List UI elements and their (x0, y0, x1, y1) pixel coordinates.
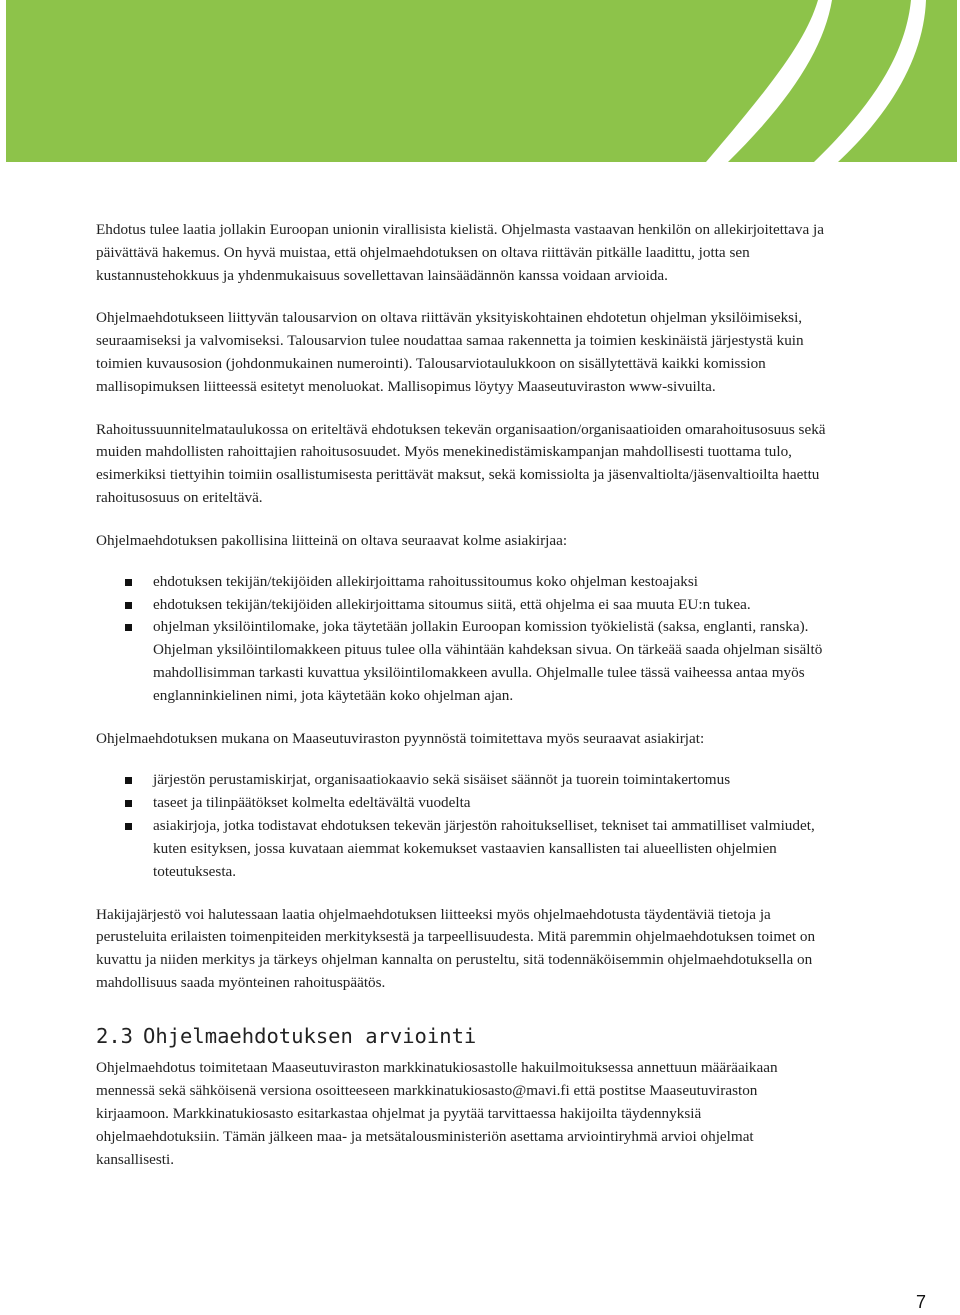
page-number: 7 (915, 1292, 926, 1312)
list-item (96, 792, 826, 815)
paragraph-2: Ohjelmaehdotukseen liittyvän talousarvion on oltava riittävän yksityiskohtainen ehdotetun ohjelman yksilöimiseksi, seuraamiseksi ja valvomiseksi. Talousarvion tulee noudattaa samaa rakennetta ja toimien keskinäistä järjestystä kuin toimien kuvausosion (johdonmukainen numerointi). Talousarviotaulukkoon on sisällytettävä kaikki komission mallisopimuksen liitteessä esitetyt menoluokat. Mallisopimus löytyy Maaseutuviraston www-sivuilta. (96, 309, 804, 396)
paragraph-4: Ohjelmaehdotuksen pakollisina liitteinä on oltava seuraavat kolme asiakirjaa: (96, 531, 568, 549)
section-number: 2.3 (96, 1024, 134, 1049)
mandatory-attachments-list (96, 571, 826, 708)
list-item-text: ehdotuksen tekijän/tekijöiden allekirjoittama sitoumus siitä, että ohjelma ei saa muuta EU:n tukea. (153, 595, 751, 613)
header-banner (6, 0, 957, 162)
paragraph-1: Ehdotus tulee laatia jollakin Euroopan unionin virallisista kielistä. Ohjelmasta vastaavan henkilön on allekirjoitettava ja päivättävä hakemus. On hyvä muistaa, että ohjelmaehdotuksen on oltava riittävän pitkälle laadittu, jotta sen kustannustehokkuus ja yhdenmukaisuus sovellettavan lainsäädännön kanssa voidaan arvioida. (96, 221, 824, 284)
bullet-square-icon (125, 777, 132, 784)
bullet-square-icon (125, 800, 132, 807)
bullet-square-icon (125, 624, 132, 631)
list-item-text: asiakirjoja, jotka todistavat ehdotuksen tekevän järjestön rahoitukselliset, tekniset tai ammatilliset valmiudet, kuten esityksen, jossa kuvataan aiemmat kokemukset vastaavien kansallisten tai alueellisten ohjelmien toteutuksesta. (153, 816, 815, 880)
paragraph-3: Rahoitussuunnitelmataulukossa on eriteltävä ehdotuksen tekevän organisaation/organisaatioiden omarahoitusosuus sekä muiden mahdollisten rahoittajien rahoitusosuudet. Myös menekinedistämiskampanjan mahdollisesti tuottama tulo, esimerkiksi tiettyihin toimiin osallistumisesta perittävät maksut, sekä komissiolta ja jäsenvaltiolta/jäsenvaltioilta haettu rahoitusosuus on eriteltävä. (96, 420, 826, 507)
banner-stripe-right (814, 0, 926, 162)
section-title: Ohjelmaehdotuksen arviointi (143, 1024, 477, 1049)
list-item (96, 594, 826, 617)
bullet-square-icon (125, 602, 132, 609)
list-item-text: ohjelman yksilöintilomake, joka täytetään jollakin Euroopan komission työkielistä (saksa, englanti, ranska). Ohjelman yksilöintilomakkeen pituus tulee olla vähintään kahdeksan sivua. On tärkeää saada ohjelman sisältö mahdollisimman tarkasti kuvattua yksilöintilomakkeen avulla. Ohjelmalle tulee tässä vaiheessa antaa myös englanninkielinen nimi, jota käytetään koko ohjelman ajan. (153, 618, 823, 705)
list-item-text: ehdotuksen tekijän/tekijöiden allekirjoittama rahoitussitoumus koko ohjelman kestoajaksi (153, 572, 698, 590)
list-item-text: järjestön perustamiskirjat, organisaatiokaavio sekä sisäiset säännöt ja tuorein toimintakertomus (153, 771, 731, 788)
paragraph-6: Hakijajärjestö voi halutessaan laatia ohjelmaehdotuksen liitteeksi myös ohjelmaehdotusta täydentäviä tietoja ja perusteluita erilaisten toimenpiteiden merkityksestä ja tarpeellisuudesta. Mitä paremmin ohjelmaehdotuksen toimet on kuvattu ja niiden merkitys ja tärkeys ohjelman kannalta on perusteltu, sitä todennäköisemmin ohjelmaehdotuksella on mahdollisuus saada myönteinen rahoituspäätös. (96, 905, 816, 992)
banner-stripe-left (706, 0, 832, 162)
list-item (96, 571, 826, 594)
document-body (96, 219, 826, 1191)
list-item (96, 815, 826, 884)
list-item-text: taseet ja tilinpäätökset kolmelta edeltävältä vuodelta (153, 793, 471, 811)
paragraph-5: Ohjelmaehdotuksen mukana on Maaseutuviraston pyynnöstä toimitettava myös seuraavat asiakirjat: (96, 730, 705, 748)
list-item (96, 616, 826, 708)
paragraph-7: Ohjelmaehdotus toimitetaan Maaseutuviraston markkinatukiosastolle hakuilmoituksessa annettuun määräaikaan mennessä sekä sähköisenä versiona osoitteeseen markkinatukiosasto@mavi.fi että postitse Maaseutuviraston kirjaamoon. Markkinatukiosasto esitarkastaa ohjelmat ja pyytää tarvittaessa hakijoilta täydennyksiä ohjelmaehdotuksiin. Tämän jälkeen maa- ja metsätalousministeriön asettama arviointiryhmä arvioi ohjelmat kansallisesti. (96, 1059, 778, 1168)
banner-stripes-graphic (6, 0, 957, 162)
section-heading (96, 1023, 826, 1049)
list-item (96, 769, 826, 792)
additional-documents-list (96, 769, 826, 884)
bullet-square-icon (125, 579, 132, 586)
bullet-square-icon (125, 823, 132, 830)
